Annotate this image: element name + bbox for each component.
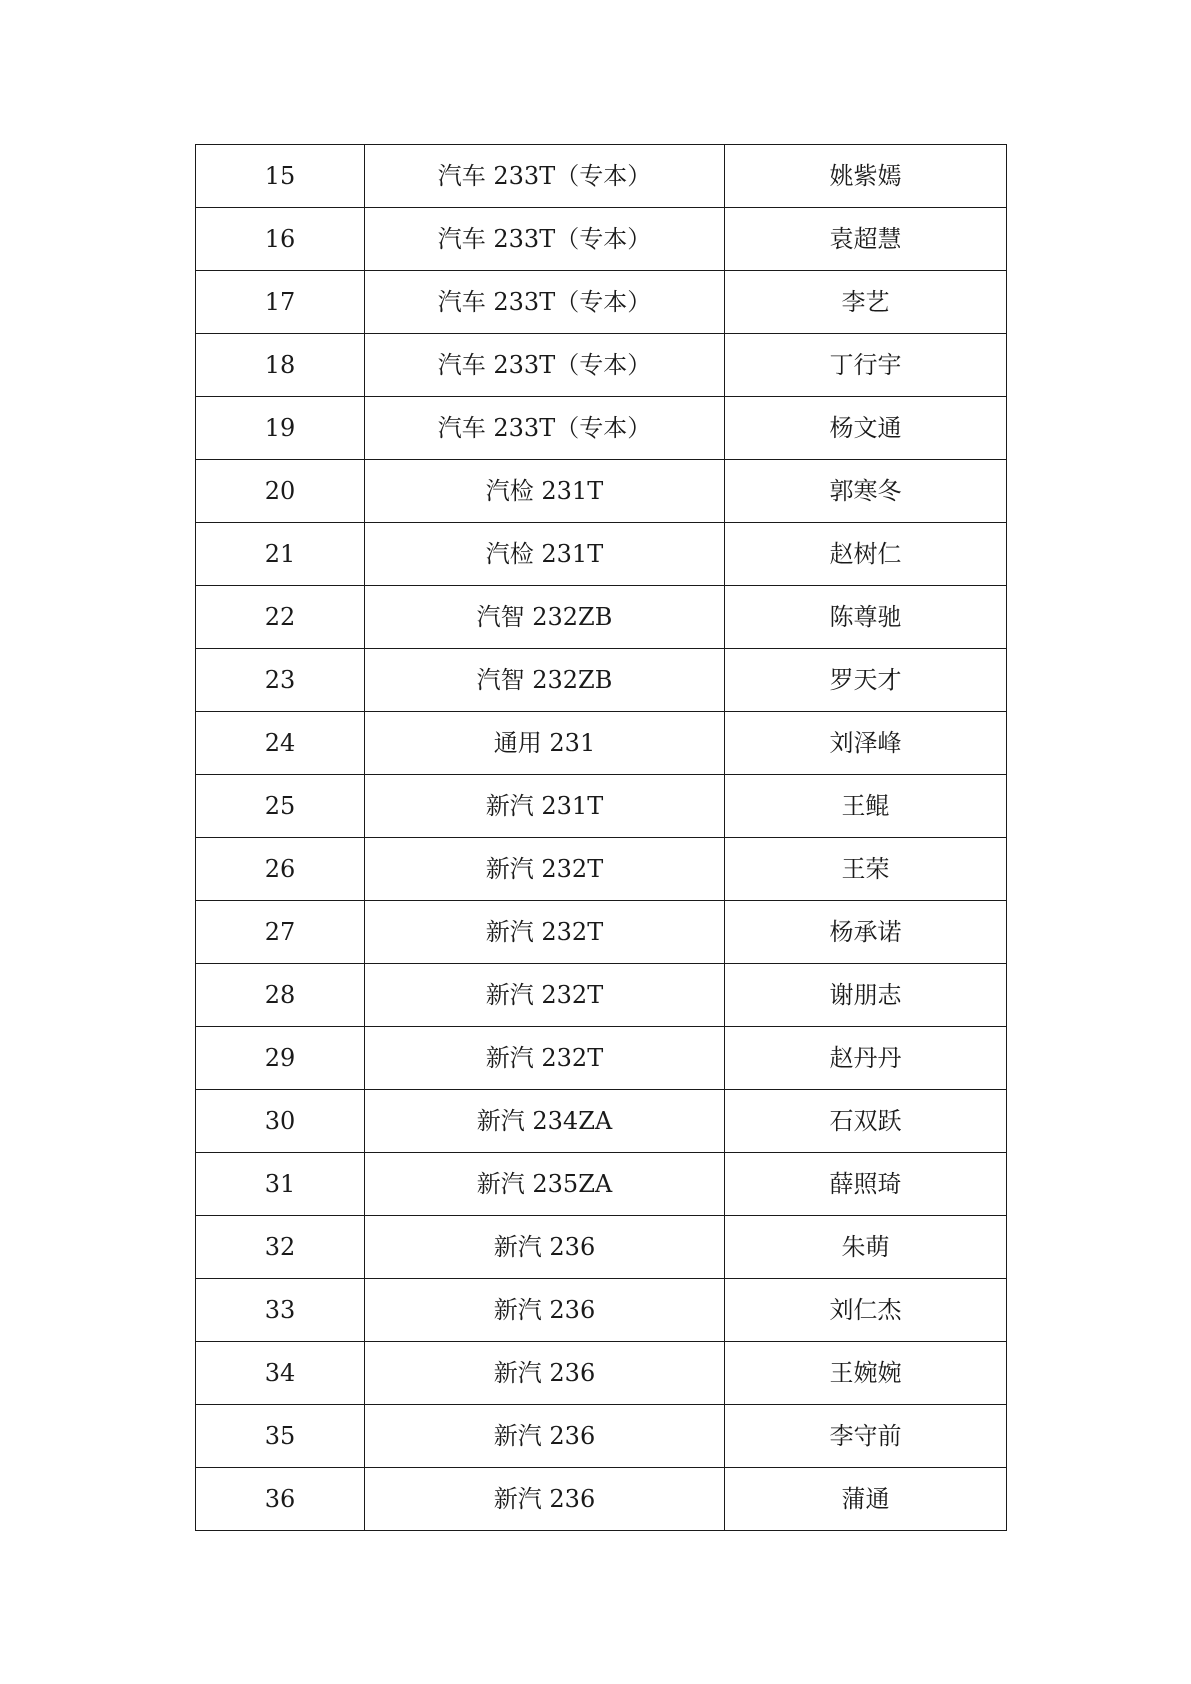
row-number-cell: 36	[196, 1468, 365, 1531]
class-cell: 新汽 236	[365, 1342, 725, 1405]
table-row	[196, 1468, 1007, 1531]
class-cell: 新汽 232T	[365, 964, 725, 1027]
class-cell: 汽智 232ZB	[365, 586, 725, 649]
student-name-cell: 王婉婉	[725, 1342, 1007, 1405]
table-row	[196, 1405, 1007, 1468]
student-name-cell: 蒲通	[725, 1468, 1007, 1531]
student-name-cell: 陈尊驰	[725, 586, 1007, 649]
student-name-cell: 刘仁杰	[725, 1279, 1007, 1342]
student-name-cell: 赵树仁	[725, 523, 1007, 586]
row-number-cell: 19	[196, 397, 365, 460]
student-name-cell: 朱萌	[725, 1216, 1007, 1279]
student-name-cell: 石双跃	[725, 1090, 1007, 1153]
table-row	[196, 586, 1007, 649]
table-row	[196, 523, 1007, 586]
row-number-cell: 21	[196, 523, 365, 586]
row-number-cell: 35	[196, 1405, 365, 1468]
row-number-cell: 15	[196, 145, 365, 208]
class-cell: 汽检 231T	[365, 523, 725, 586]
student-name-cell: 王荣	[725, 838, 1007, 901]
table-row	[196, 649, 1007, 712]
class-cell: 新汽 234ZA	[365, 1090, 725, 1153]
class-cell: 新汽 236	[365, 1405, 725, 1468]
table-row	[196, 1216, 1007, 1279]
row-number-cell: 28	[196, 964, 365, 1027]
row-number-cell: 30	[196, 1090, 365, 1153]
class-cell: 汽车 233T（专本）	[365, 208, 725, 271]
class-cell: 通用 231	[365, 712, 725, 775]
class-cell: 汽智 232ZB	[365, 649, 725, 712]
class-cell: 新汽 232T	[365, 1027, 725, 1090]
row-number-cell: 25	[196, 775, 365, 838]
student-name-cell: 袁超慧	[725, 208, 1007, 271]
table-row	[196, 1342, 1007, 1405]
table-row	[196, 838, 1007, 901]
row-number-cell: 23	[196, 649, 365, 712]
student-name-cell: 李守前	[725, 1405, 1007, 1468]
student-name-cell: 罗天才	[725, 649, 1007, 712]
table-row	[196, 334, 1007, 397]
table-row	[196, 397, 1007, 460]
row-number-cell: 27	[196, 901, 365, 964]
table-row	[196, 145, 1007, 208]
table-row	[196, 1027, 1007, 1090]
table-row	[196, 1090, 1007, 1153]
row-number-cell: 24	[196, 712, 365, 775]
class-cell: 汽车 233T（专本）	[365, 271, 725, 334]
class-cell: 汽车 233T（专本）	[365, 145, 725, 208]
student-name-cell: 薛照琦	[725, 1153, 1007, 1216]
class-cell: 汽检 231T	[365, 460, 725, 523]
class-cell: 新汽 232T	[365, 901, 725, 964]
row-number-cell: 20	[196, 460, 365, 523]
row-number-cell: 33	[196, 1279, 365, 1342]
table-row	[196, 1279, 1007, 1342]
row-number-cell: 31	[196, 1153, 365, 1216]
roster-table-body	[196, 145, 1007, 1531]
class-cell: 新汽 231T	[365, 775, 725, 838]
student-name-cell: 郭寒冬	[725, 460, 1007, 523]
class-cell: 新汽 236	[365, 1279, 725, 1342]
class-cell: 新汽 236	[365, 1216, 725, 1279]
row-number-cell: 26	[196, 838, 365, 901]
row-number-cell: 22	[196, 586, 365, 649]
student-name-cell: 赵丹丹	[725, 1027, 1007, 1090]
class-cell: 新汽 232T	[365, 838, 725, 901]
table-row	[196, 964, 1007, 1027]
student-name-cell: 王鲲	[725, 775, 1007, 838]
table-row	[196, 775, 1007, 838]
table-row	[196, 901, 1007, 964]
row-number-cell: 29	[196, 1027, 365, 1090]
class-cell: 汽车 233T（专本）	[365, 334, 725, 397]
row-number-cell: 17	[196, 271, 365, 334]
table-row	[196, 271, 1007, 334]
row-number-cell: 18	[196, 334, 365, 397]
class-cell: 新汽 236	[365, 1468, 725, 1531]
student-name-cell: 李艺	[725, 271, 1007, 334]
student-name-cell: 刘泽峰	[725, 712, 1007, 775]
row-number-cell: 16	[196, 208, 365, 271]
table-row	[196, 460, 1007, 523]
student-name-cell: 杨承诺	[725, 901, 1007, 964]
table-row	[196, 1153, 1007, 1216]
student-name-cell: 姚紫嫣	[725, 145, 1007, 208]
roster-table	[195, 144, 1007, 1531]
class-cell: 新汽 235ZA	[365, 1153, 725, 1216]
student-name-cell: 谢朋志	[725, 964, 1007, 1027]
student-name-cell: 杨文通	[725, 397, 1007, 460]
table-row	[196, 208, 1007, 271]
class-cell: 汽车 233T（专本）	[365, 397, 725, 460]
student-name-cell: 丁行宇	[725, 334, 1007, 397]
row-number-cell: 34	[196, 1342, 365, 1405]
row-number-cell: 32	[196, 1216, 365, 1279]
table-row	[196, 712, 1007, 775]
